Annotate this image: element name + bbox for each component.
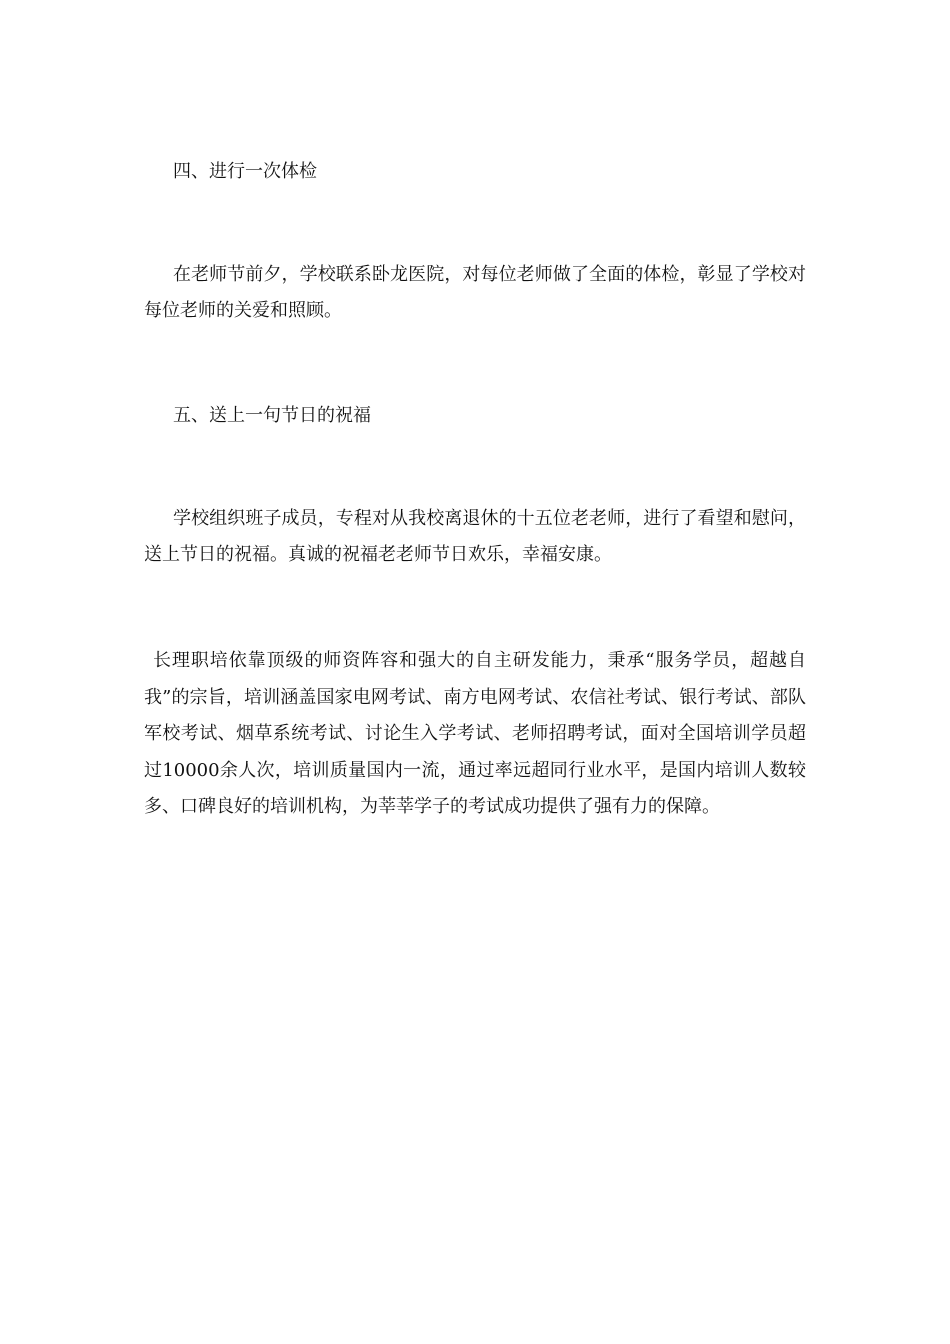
section-5-heading: 五、送上一句节日的祝福 <box>173 405 371 426</box>
section-4-heading: 四、进行一次体检 <box>173 161 317 182</box>
section-4-paragraph: 在老师节前夕，学校联系卧龙医院，对每位老师做了全面的体检，彰显了学校对每位老师的关爱和照顾。 <box>144 264 806 321</box>
promo-paragraph: 长理职培依靠顶级的师资阵容和强大的自主研发能力，秉承“服务学员，超越自我”的宗旨，培训涵盖国家电网考试、南方电网考试、农信社考试、银行考试、部队军校考试、烟草系统考试、讨论生入学考试、老师招聘考试，面对全国培训学员超过10000余人次，培训质量国内一流，通过率远超同行业水平，是国内培训人数较多、口碑良好的培训机构，为莘莘学子的考试成功提供了强有力的保障。 <box>144 650 806 817</box>
section-5-paragraph: 学校组织班子成员，专程对从我校离退休的十五位老老师，进行了看望和慰问，送上节日的祝福。真诚的祝福老老师节日欢乐，幸福安康。 <box>144 508 806 565</box>
